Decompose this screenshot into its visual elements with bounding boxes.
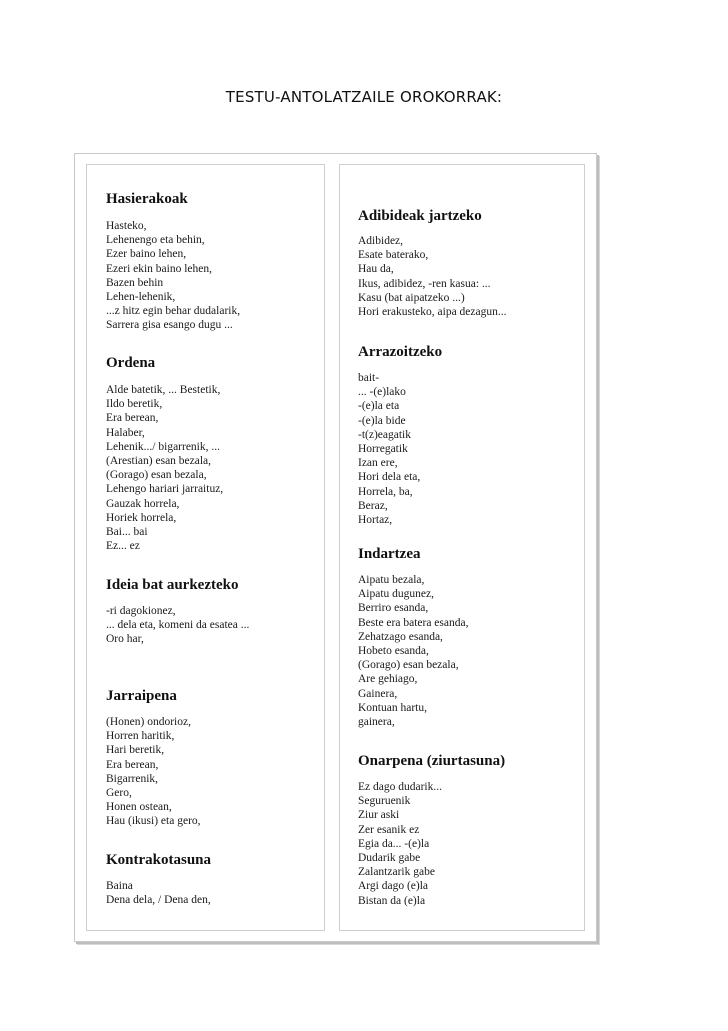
list-item: Izan ere, — [358, 457, 398, 470]
list-item: Hortaz, — [358, 514, 393, 527]
list-item: Argi dago (e)la — [358, 880, 429, 893]
list-item: Sarrera gisa esango dugu ... — [106, 319, 233, 332]
list-item: Ezer baino lehen, — [106, 248, 187, 261]
section-items — [106, 383, 223, 553]
list-item: Horrela, ba, — [358, 485, 413, 498]
list-item: Alde batetik, ... Bestetik, — [106, 384, 221, 396]
page-title: TESTU-ANTOLATZAILE OROKORRAK: — [225, 88, 503, 106]
list-item: Bistan da (e)la — [358, 894, 426, 907]
list-item: Baina — [106, 880, 133, 892]
list-item: ... -(e)lako — [358, 386, 406, 399]
list-item: Lehen-lehenik, — [106, 291, 176, 304]
list-item: Hori erakusteko, aipa dezagun... — [358, 306, 507, 319]
list-item: Dena dela, / Dena den, — [106, 894, 211, 907]
list-item: Ez... ez — [106, 540, 140, 553]
list-item: bait- — [358, 372, 380, 384]
list-item: Aipatu bezala, — [358, 574, 425, 586]
list-item: Ezeri ekin baino lehen, — [106, 262, 213, 275]
list-item: -t(z)eagatik — [358, 428, 411, 441]
list-item: Aipatu dugunez, — [358, 588, 435, 601]
list-item: Honen ostean, — [106, 801, 172, 814]
list-item: -(e)la eta — [358, 400, 400, 413]
section-heading: Onarpena (ziurtasuna) — [358, 753, 506, 769]
section-hasierakoak — [106, 190, 240, 333]
list-item: ... dela eta, komeni da esatea ... — [106, 619, 250, 632]
list-item: Zalantzarik gabe — [358, 866, 435, 879]
list-item: Zehatzago esanda, — [358, 630, 443, 643]
list-item: Lehengo hariari jarraituz, — [106, 483, 224, 496]
section-items — [106, 604, 249, 647]
section-items — [106, 879, 211, 907]
section-heading: Adibideak jartzeko — [358, 208, 482, 224]
list-item: Horiek horrela, — [106, 511, 177, 524]
list-item: Era berean, — [106, 758, 159, 771]
list-item: Hari beretik, — [106, 744, 165, 757]
section-heading: Jarraipena — [106, 688, 177, 704]
list-item: Ikus, adibidez, -ren kasua: ... — [358, 277, 491, 290]
list-item: Horregatik — [358, 443, 408, 456]
list-item: Bigarrenik, — [106, 772, 159, 785]
list-item: (Honen) ondorioz, — [106, 716, 191, 728]
list-item: Hori dela eta, — [358, 471, 421, 484]
list-item: Seguruenik — [358, 795, 411, 808]
list-item: Berriro esanda, — [358, 602, 429, 615]
list-item: Hasteko, — [106, 220, 147, 232]
list-item: Gero, — [106, 787, 132, 800]
list-item: Beraz, — [358, 499, 388, 512]
list-item: (Gorago) esan bezala, — [358, 659, 459, 672]
list-item: Ez dago dudarik... — [358, 781, 442, 793]
section-items — [358, 573, 468, 729]
list-item: -ri dagokionez, — [106, 605, 176, 617]
list-item: Kontuan hartu, — [358, 701, 427, 714]
section-adibideak-jartzeko — [358, 207, 506, 319]
list-item: Adibidez, — [358, 235, 404, 247]
list-item: Bazen behin — [106, 276, 164, 289]
section-heading: Ideia bat aurkezteko — [106, 577, 239, 593]
list-item: Horren haritik, — [106, 730, 175, 743]
list-item: Are gehiago, — [358, 673, 418, 686]
list-item: (Gorago) esan bezala, — [106, 469, 207, 482]
section-items — [358, 371, 442, 527]
list-item: Gauzak horrela, — [106, 497, 180, 510]
list-item: Hau (ikusi) eta gero, — [106, 815, 201, 828]
list-item: gainera, — [358, 716, 395, 729]
section-items — [106, 715, 201, 829]
list-item: Esate baterako, — [358, 249, 429, 262]
section-items — [106, 219, 240, 333]
section-heading: Indartzea — [358, 546, 421, 562]
list-item: -(e)la bide — [358, 414, 406, 427]
section-ideia-bat-aurkezteko — [106, 576, 249, 647]
list-item: Ziur aski — [358, 809, 400, 822]
list-item: (Arestian) esan bezala, — [106, 455, 212, 468]
list-item: Kasu (bat aipatzeko ...) — [358, 291, 465, 304]
list-item: Hau da, — [358, 263, 394, 276]
section-heading: Hasierakoak — [106, 191, 188, 207]
list-item: Era berean, — [106, 412, 159, 425]
section-kontrakotasuna — [106, 851, 211, 907]
list-item: Egia da... -(e)la — [358, 837, 430, 850]
list-item: Oro har, — [106, 633, 144, 646]
left-column — [86, 164, 325, 931]
section-heading: Kontrakotasuna — [106, 852, 212, 868]
list-item: Bai... bai — [106, 526, 148, 539]
list-item: Lehenik.../ bigarrenik, ... — [106, 440, 221, 453]
list-item: Halaber, — [106, 426, 145, 439]
section-heading: Arrazoitzeko — [358, 344, 443, 360]
list-item: Hobeto esanda, — [358, 645, 429, 658]
list-item: ...z hitz egin behar dudalarik, — [106, 305, 241, 318]
section-items — [358, 780, 505, 908]
section-onarpena — [358, 752, 505, 908]
right-column — [339, 164, 585, 931]
section-ordena — [106, 354, 223, 553]
list-item: Zer esanik ez — [358, 823, 420, 836]
section-indartzea — [358, 545, 468, 729]
section-items — [358, 234, 506, 319]
list-item: Beste era batera esanda, — [358, 616, 469, 629]
section-heading: Ordena — [106, 355, 156, 371]
list-item: Ildo beretik, — [106, 398, 163, 411]
section-jarraipena — [106, 687, 201, 829]
list-item: Gainera, — [358, 687, 398, 700]
list-item: Lehenengo eta behin, — [106, 234, 205, 247]
section-arrazoitzeko — [358, 343, 442, 527]
list-item: Dudarik gabe — [358, 852, 421, 865]
connectors-table — [74, 153, 597, 942]
